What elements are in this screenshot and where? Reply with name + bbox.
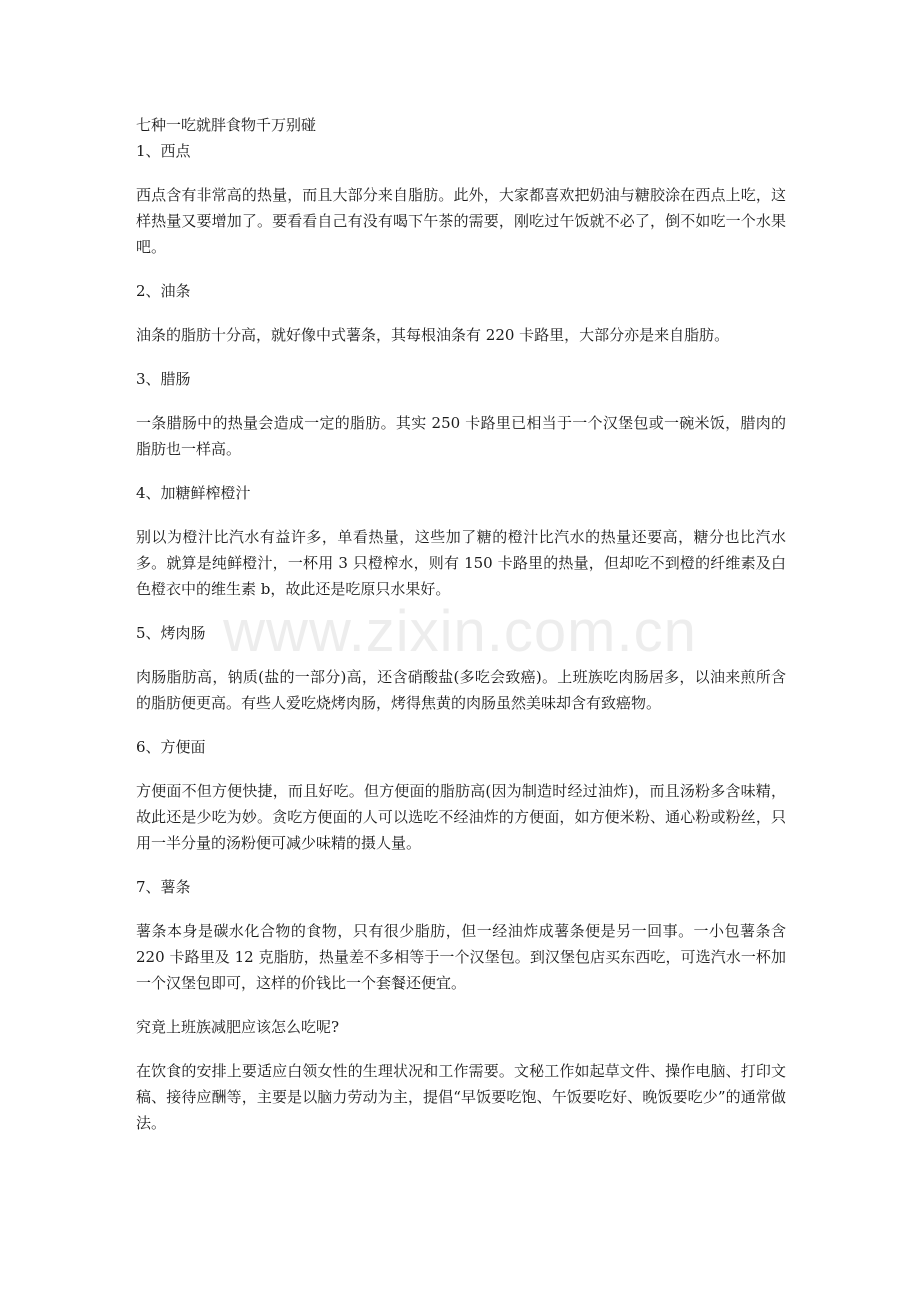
section-heading: 4、加糖鲜榨橙汁 xyxy=(136,484,251,502)
section-heading: 6、方便面 xyxy=(136,738,206,756)
section-heading: 5、烤肉肠 xyxy=(136,624,206,642)
section-body: 肉肠脂肪高，钠质(盐的一部分)高，还含硝酸盐(多吃会致癌)。上班族吃肉肠居多，以油来煎所含的脂肪便更高。有些人爱吃烧烤肉肠，烤得焦黄的肉肠虽然美味却含有致癌物。 xyxy=(136,668,786,712)
section-body: 西点含有非常高的热量，而且大部分来自脂肪。此外，大家都喜欢把奶油与糖胶涂在西点上吃，这样热量又要增加了。要看看自己有没有喝下午茶的需要，刚吃过午饭就不必了，倒不如吃一个水果吧。 xyxy=(136,186,786,256)
section-body: 油条的脂肪十分高，就好像中式薯条，其每根油条有 220 卡路里，大部分亦是来自脂肪。 xyxy=(136,326,730,344)
section-heading: 7、薯条 xyxy=(136,878,191,896)
section-body: 薯条本身是碳水化合物的食物，只有很少脂肪，但一经油炸成薯条便是另一回事。一小包薯条含 220 卡路里及 12 克脂肪，热量差不多相等于一个汉堡包。到汉堡包店买东西吃，可选汽水一杯加一个汉堡包即可，这样的价钱比一个套餐还便宜。 xyxy=(136,922,786,992)
question-heading: 究竟上班族减肥应该怎么吃呢? xyxy=(136,1018,340,1036)
watermark-text: www.zixin.com.cn xyxy=(223,599,697,664)
document-content xyxy=(136,112,786,1136)
section-body: 方便面不但方便快捷，而且好吃。但方便面的脂肪高(因为制造时经过油炸)，而且汤粉多含味精，故此还是少吃为妙。贪吃方便面的人可以选吃不经油炸的方便面，如方便米粉、通心粉或粉丝，只用一半分量的汤粉便可减少味精的摄人量。 xyxy=(136,782,786,852)
section-heading: 3、腊肠 xyxy=(136,370,191,388)
closing-paragraph: 在饮食的安排上要适应白领女性的生理状况和工作需要。文秘工作如起草文件、操作电脑、打印文稿、接待应酬等，主要是以脑力劳动为主，提倡“早饭要吃饱、午饭要吃好、晚饭要吃少”的通常做法。 xyxy=(136,1062,786,1132)
section-heading: 1、西点 xyxy=(136,142,191,160)
section-body: 别以为橙汁比汽水有益许多，单看热量，这些加了糖的橙汁比汽水的热量还要高，糖分也比汽水多。就算是纯鲜橙汁，一杯用 3 只橙榨水，则有 150 卡路里的热量，但却吃不到橙的纤维素及白色橙衣中的维生素 b，故此还是吃原只水果好。 xyxy=(136,528,786,598)
document-title: 七种一吃就胖食物千万别碰 xyxy=(136,116,317,134)
section-heading: 2、油条 xyxy=(136,282,191,300)
section-body: 一条腊肠中的热量会造成一定的脂肪。其实 250 卡路里已相当于一个汉堡包或一碗米饭，腊肉的脂肪也一样高。 xyxy=(136,414,786,458)
